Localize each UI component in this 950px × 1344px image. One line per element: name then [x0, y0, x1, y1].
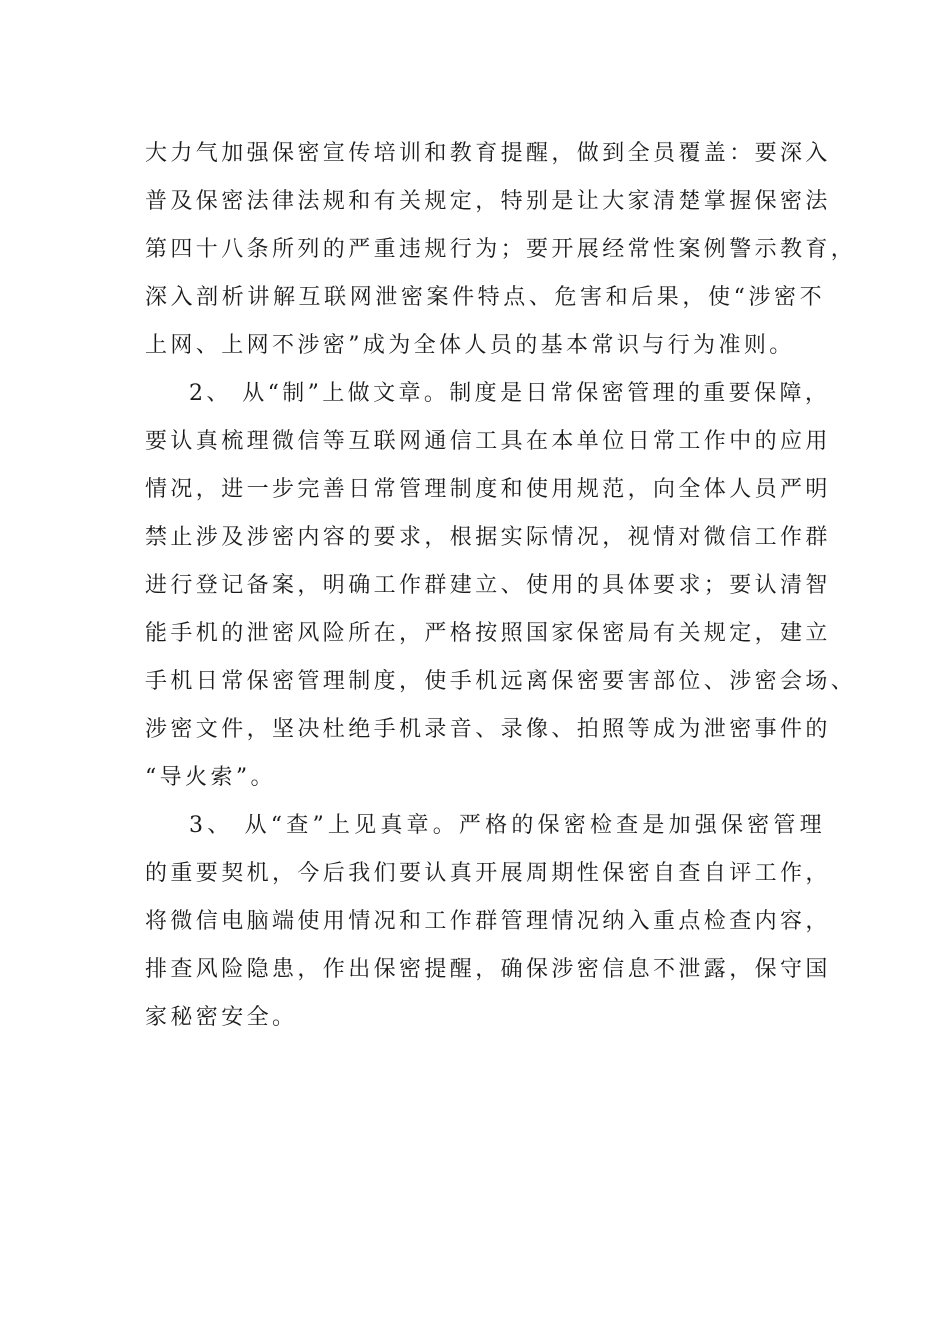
text-line: 第四十八条所列的严重违规行为；要开展经常性案例警示教育，	[145, 237, 857, 262]
text-line: 大力气加强保密宣传培训和教育提醒，做到全员覆盖：要深入	[145, 141, 831, 166]
text-line: 禁止涉及涉密内容的要求，根据实际情况，视情对微信工作群	[145, 525, 831, 550]
text-line: 的重要契机，今后我们要认真开展周期性保密自查自评工作，	[145, 861, 831, 886]
text-line: 普及保密法律法规和有关规定，特别是让大家清楚掌握保密法	[145, 189, 831, 214]
text-line: 进行登记备案，明确工作群建立、使用的具体要求；要认清智	[145, 573, 831, 598]
text-line: 手机日常保密管理制度，使手机远离保密要害部位、涉密会场、	[145, 669, 857, 694]
text-line: 情况，进一步完善日常管理制度和使用规范，向全体人员严明	[145, 477, 831, 502]
text-line: 能手机的泄密风险所在，严格按照国家保密局有关规定，建立	[145, 621, 831, 646]
text-line: “导火索”。	[145, 765, 276, 790]
document-body	[145, 130, 857, 1042]
text-line: 涉密文件，坚决杜绝手机录音、录像、拍照等成为泄密事件的	[145, 717, 831, 742]
section-heading-line: 3、 从“查”上见真章。严格的保密检查是加强保密管理	[189, 813, 825, 838]
text-line: 将微信电脑端使用情况和工作群管理情况纳入重点检查内容，	[145, 909, 831, 934]
text-line: 上网、上网不涉密”成为全体人员的基本常识与行为准则。	[145, 333, 795, 358]
text-line: 要认真梳理微信等互联网通信工具在本单位日常工作中的应用	[145, 429, 831, 454]
text-line: 深入剖析讲解互联网泄密案件特点、危害和后果，使“涉密不	[145, 285, 825, 310]
section-heading-line: 2、 从“制”上做文章。制度是日常保密管理的重要保障，	[189, 381, 831, 406]
text-line: 排查风险隐患，作出保密提醒，确保涉密信息不泄露，保守国	[145, 957, 831, 982]
text-line: 家秘密安全。	[145, 1005, 298, 1030]
